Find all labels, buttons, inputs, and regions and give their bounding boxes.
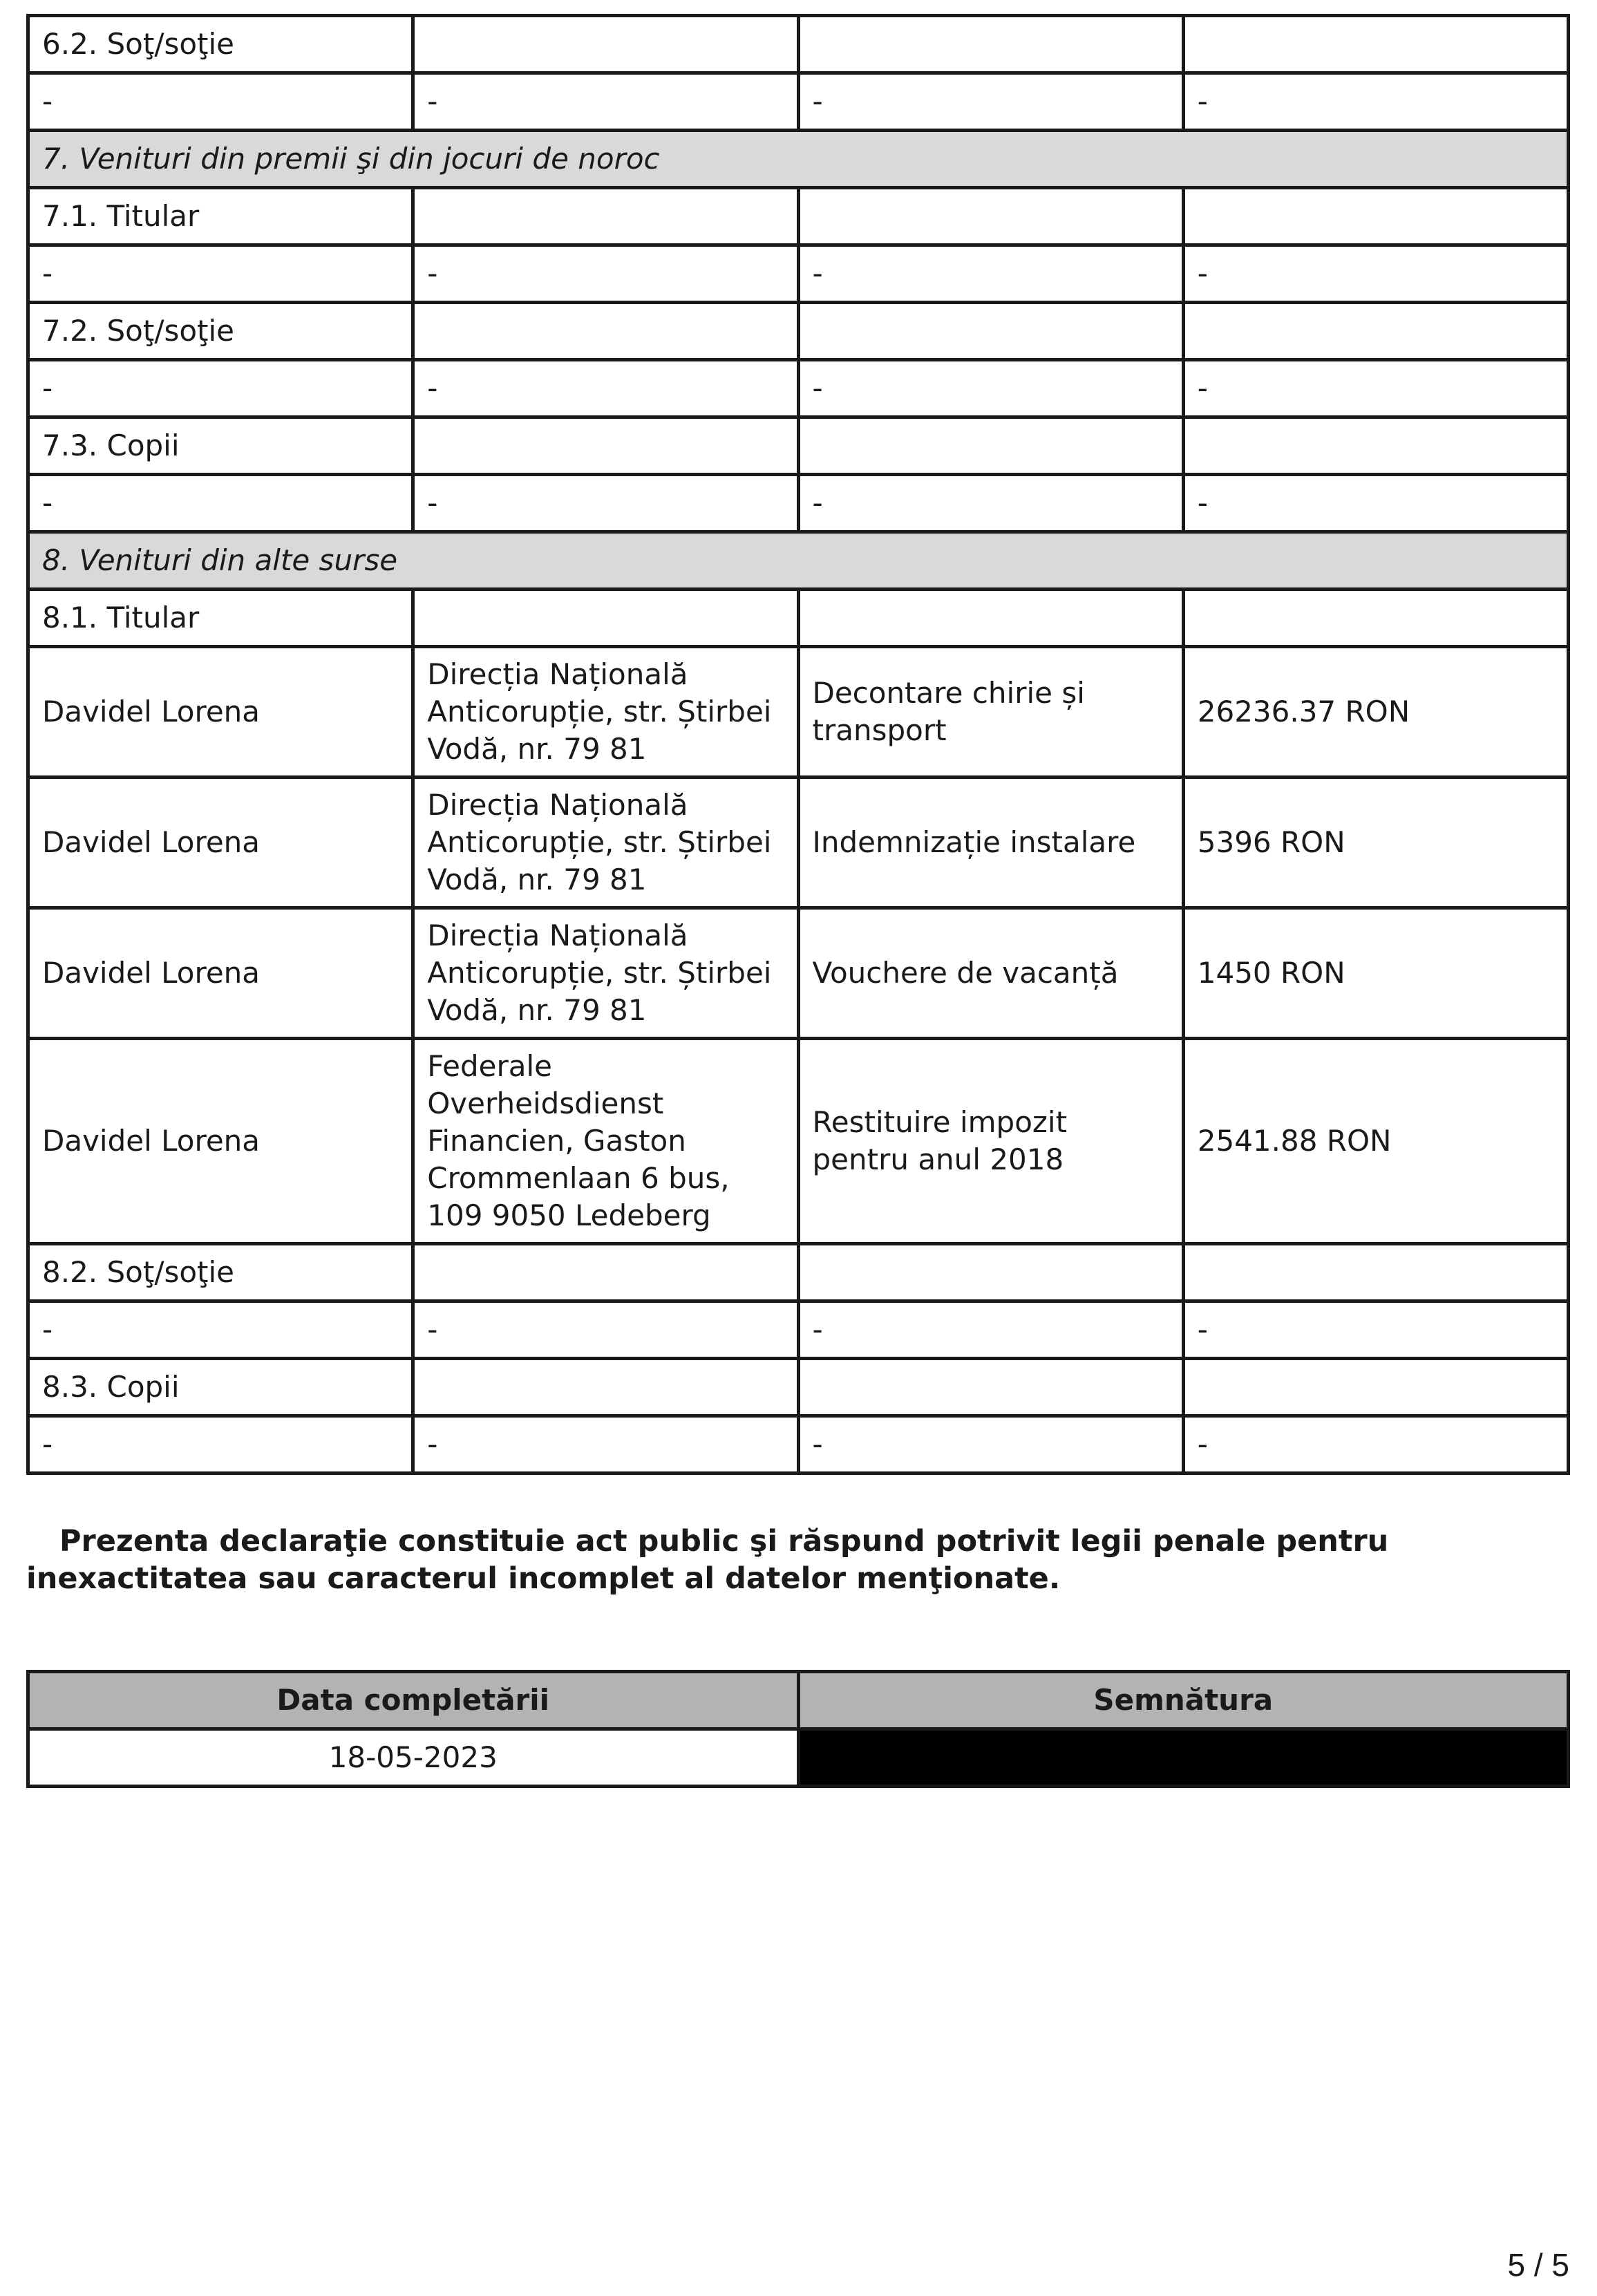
table-cell: - — [413, 245, 798, 303]
service-cell: Vouchere de vacanță — [798, 908, 1183, 1039]
table-cell — [413, 188, 798, 245]
source-cell: Direcția Națională Anticorupție, str. Știrbei Vodă, nr. 79 81 — [413, 647, 798, 778]
beneficiary-cell: Davidel Lorena — [28, 1039, 413, 1244]
table-row — [28, 1301, 1569, 1359]
table-row — [28, 188, 1569, 245]
table-row — [28, 245, 1569, 303]
table-cell: - — [1183, 1301, 1568, 1359]
document-page — [26, 14, 1570, 1475]
row-label-6-2: 6.2. Soţ/soţie — [28, 16, 413, 73]
table-cell: - — [28, 1301, 413, 1359]
signature-table — [26, 1670, 1570, 1788]
table-cell: - — [798, 475, 1183, 532]
table-cell: - — [28, 73, 413, 131]
table-cell — [413, 1244, 798, 1301]
service-cell: Indemnizație instalare — [798, 778, 1183, 908]
row-label-7-2: 7.2. Soţ/soţie — [28, 303, 413, 360]
table-row — [28, 1416, 1569, 1474]
table-cell — [798, 417, 1183, 475]
table-cell — [798, 590, 1183, 647]
table-cell — [798, 1244, 1183, 1301]
table-cell — [798, 1359, 1183, 1416]
income-row — [28, 778, 1569, 908]
table-cell — [413, 16, 798, 73]
table-cell: - — [1183, 245, 1568, 303]
table-cell: - — [413, 475, 798, 532]
table-cell — [1183, 303, 1568, 360]
section-title: 7. Venituri din premii şi din jocuri de noroc — [28, 131, 1569, 188]
row-label-7-3: 7.3. Copii — [28, 417, 413, 475]
source-cell: Federale Overheidsdienst Financien, Gaston Crommenlaan 6 bus, 109 9050 Ledeberg — [413, 1039, 798, 1244]
table-cell — [413, 417, 798, 475]
signature-redacted — [798, 1729, 1569, 1787]
table-cell: - — [798, 1416, 1183, 1474]
row-label-8-2: 8.2. Soţ/soţie — [28, 1244, 413, 1301]
amount-cell: 2541.88 RON — [1183, 1039, 1568, 1244]
table-cell: - — [413, 360, 798, 417]
row-label-8-3: 8.3. Copii — [28, 1359, 413, 1416]
table-cell — [798, 188, 1183, 245]
table-cell: - — [798, 360, 1183, 417]
page-number: 5 / 5 — [1507, 2247, 1569, 2283]
table-cell: - — [1183, 475, 1568, 532]
table-cell — [413, 303, 798, 360]
table-cell — [1183, 590, 1568, 647]
table-cell — [1183, 417, 1568, 475]
amount-cell: 1450 RON — [1183, 908, 1568, 1039]
amount-cell: 5396 RON — [1183, 778, 1568, 908]
section-header-7 — [28, 131, 1569, 188]
income-row — [28, 1039, 1569, 1244]
table-row — [28, 1359, 1569, 1416]
table-row — [28, 73, 1569, 131]
income-table — [26, 14, 1570, 1475]
declaration-statement: Prezenta declaraţie constituie act public şi răspund potrivit legii penale pentru inexactitatea sau caracterul incomplet al datelor menţionate. — [26, 1524, 1389, 1596]
table-row — [28, 360, 1569, 417]
table-cell — [1183, 188, 1568, 245]
section-title: 8. Venituri din alte surse — [28, 532, 1569, 590]
row-label-7-1: 7.1. Titular — [28, 188, 413, 245]
table-cell: - — [413, 73, 798, 131]
table-row — [28, 417, 1569, 475]
table-row — [28, 303, 1569, 360]
income-row — [28, 647, 1569, 778]
completion-date: 18-05-2023 — [28, 1729, 799, 1787]
date-header: Data completării — [28, 1672, 799, 1729]
table-row — [28, 475, 1569, 532]
source-cell: Direcția Națională Anticorupție, str. Știrbei Vodă, nr. 79 81 — [413, 778, 798, 908]
table-cell: - — [1183, 73, 1568, 131]
source-cell: Direcția Națională Anticorupție, str. Știrbei Vodă, nr. 79 81 — [413, 908, 798, 1039]
beneficiary-cell: Davidel Lorena — [28, 647, 413, 778]
table-cell: - — [798, 245, 1183, 303]
table-cell: - — [28, 245, 413, 303]
signature-header: Semnătura — [798, 1672, 1569, 1729]
service-cell: Decontare chirie și transport — [798, 647, 1183, 778]
table-row — [28, 1729, 1569, 1787]
table-row — [28, 16, 1569, 73]
table-cell: - — [413, 1301, 798, 1359]
table-cell: - — [28, 475, 413, 532]
table-cell — [413, 590, 798, 647]
table-cell: - — [798, 73, 1183, 131]
table-cell — [1183, 1359, 1568, 1416]
table-cell: - — [28, 1416, 413, 1474]
table-row — [28, 1672, 1569, 1729]
beneficiary-cell: Davidel Lorena — [28, 908, 413, 1039]
income-row — [28, 908, 1569, 1039]
table-cell — [798, 303, 1183, 360]
table-cell — [798, 16, 1183, 73]
table-row — [28, 590, 1569, 647]
row-label-8-1: 8.1. Titular — [28, 590, 413, 647]
table-cell — [1183, 16, 1568, 73]
section-header-8 — [28, 532, 1569, 590]
table-cell: - — [413, 1416, 798, 1474]
amount-cell: 26236.37 RON — [1183, 647, 1568, 778]
table-cell — [1183, 1244, 1568, 1301]
table-cell: - — [1183, 1416, 1568, 1474]
table-row — [28, 1244, 1569, 1301]
table-cell — [413, 1359, 798, 1416]
table-cell: - — [28, 360, 413, 417]
table-cell: - — [1183, 360, 1568, 417]
table-cell: - — [798, 1301, 1183, 1359]
beneficiary-cell: Davidel Lorena — [28, 778, 413, 908]
service-cell: Restituire impozit pentru anul 2018 — [798, 1039, 1183, 1244]
